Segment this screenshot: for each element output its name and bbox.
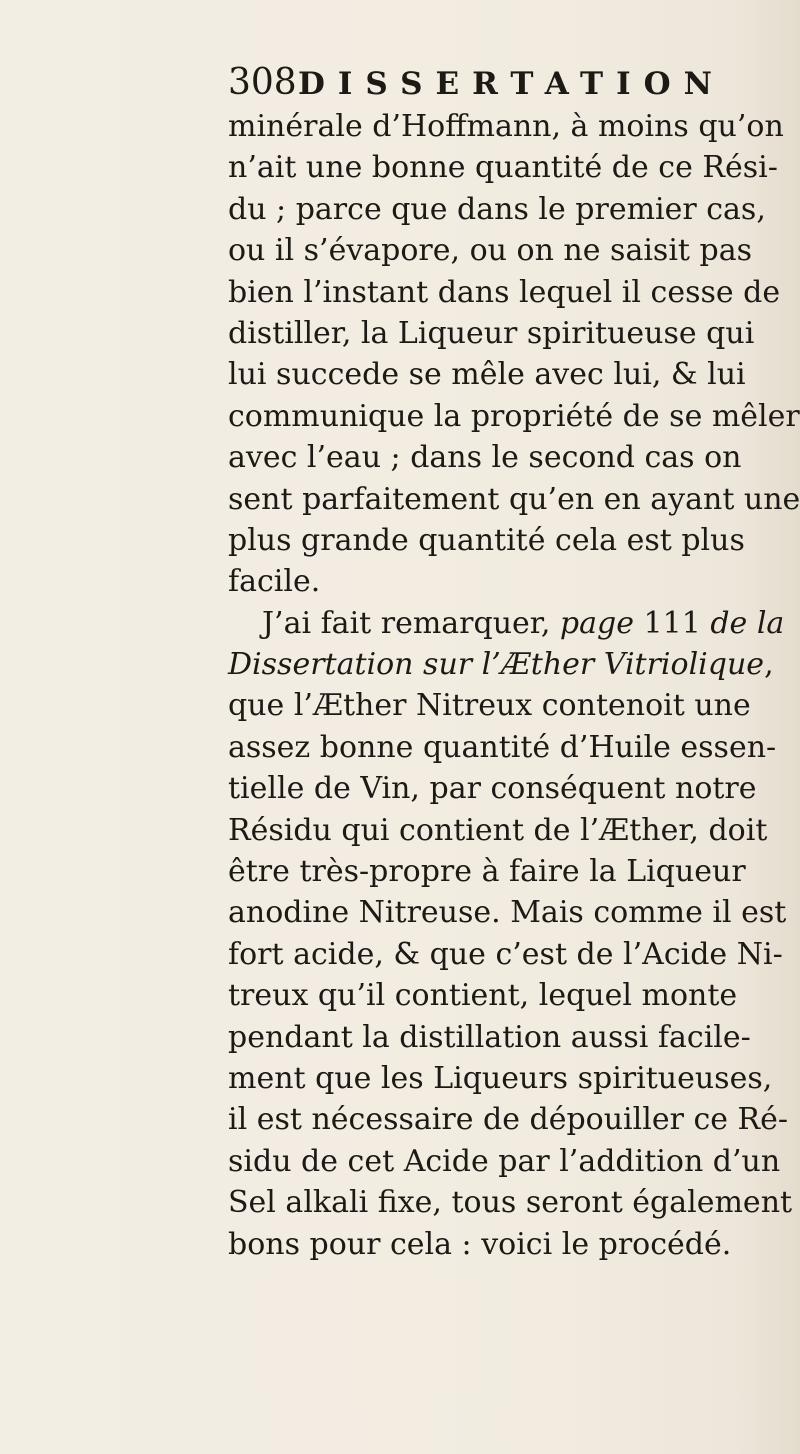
text-segment: ou il s’évapore, ou on ne saisit pas (228, 233, 752, 269)
page-number: 308 (228, 62, 297, 103)
text-segment: sidu de cet Acide par l’addition d’un (228, 1143, 781, 1179)
text-line (228, 561, 788, 602)
text-line (228, 479, 800, 520)
text-segment: Sel alkali fixe, tous seront également (228, 1185, 793, 1221)
text-segment: page (559, 605, 634, 641)
text-line (228, 1141, 788, 1182)
text-segment: il est nécessaire de dépouiller ce Ré- (228, 1102, 789, 1138)
text-segment: sent parfaitement qu’en en ayant une (228, 481, 800, 517)
text-line (228, 851, 788, 892)
text-segment: plus grande quantité cela est plus (228, 522, 745, 558)
text-line (228, 189, 788, 230)
text-line (228, 272, 788, 313)
text-segment: Dissertation sur l’Æther Vitriolique (228, 647, 765, 683)
text-line (228, 396, 800, 437)
text-segment: communique la propriété de se mêler (228, 398, 800, 434)
text-segment: avec l’eau ; dans le second cas on (228, 440, 742, 476)
text-line (228, 644, 788, 685)
text-segment: assez bonne quantité d’Huile essen- (228, 729, 777, 765)
text-line (228, 147, 788, 188)
text-segment: facile. (228, 564, 321, 600)
text-segment: , (764, 647, 774, 683)
text-line (228, 230, 788, 271)
text-segment: minérale d’Hoffmann, à moins qu’on (228, 109, 784, 144)
text-line (228, 1058, 788, 1099)
text-segment: que l’Æther Nitreux contenoit une (228, 688, 751, 724)
text-line (228, 934, 788, 975)
text-line (228, 313, 788, 354)
text-line (228, 1224, 788, 1265)
page-header (228, 58, 748, 108)
text-segment: n’ait une bonne quantité de ce Rési- (228, 150, 778, 186)
text-line (228, 975, 788, 1016)
text-line (228, 354, 788, 395)
text-line (228, 1182, 793, 1223)
text-line (228, 768, 788, 809)
text-segment: lui succede se mêle avec lui, & lui (228, 357, 746, 393)
text-segment: 111 (633, 605, 711, 641)
body-text (228, 106, 800, 1265)
text-segment: distiller, la Liqueur spiritueuse qui (228, 315, 755, 351)
text-segment: du ; parce que dans le premier cas, (228, 191, 766, 227)
text-segment: ment que les Liqueurs spiritueuses, (228, 1060, 773, 1096)
text-segment: fort acide, & que c’est de l’Acide Ni- (228, 936, 783, 972)
text-segment: bons pour cela : voici le procédé. (228, 1226, 732, 1262)
text-segment: anodine Nitreuse. Mais comme il est (228, 895, 787, 931)
text-segment: tielle de Vin, par conséquent notre (228, 771, 757, 807)
text-segment: pendant la distillation aussi facile- (228, 1019, 751, 1055)
text-line (228, 437, 788, 478)
text-line (228, 685, 788, 726)
running-title: DISSERTATION (298, 66, 725, 102)
text-line (228, 892, 788, 933)
text-segment: treux qu’il contient, lequel monte (228, 978, 738, 1014)
text-line (228, 106, 788, 147)
text-segment: bien l’instant dans lequel il cesse de (228, 274, 781, 310)
text-line (228, 1017, 788, 1058)
text-line (228, 603, 788, 644)
text-segment: de la (710, 605, 785, 641)
text-line (228, 810, 788, 851)
text-line (228, 727, 788, 768)
text-segment: Résidu qui contient de l’Æther, doit (228, 812, 768, 848)
text-line (228, 520, 788, 561)
text-line (228, 1099, 788, 1140)
text-segment: être très-propre à faire la Liqueur (228, 854, 746, 890)
text-segment: J’ai fait remarquer, (262, 605, 560, 641)
